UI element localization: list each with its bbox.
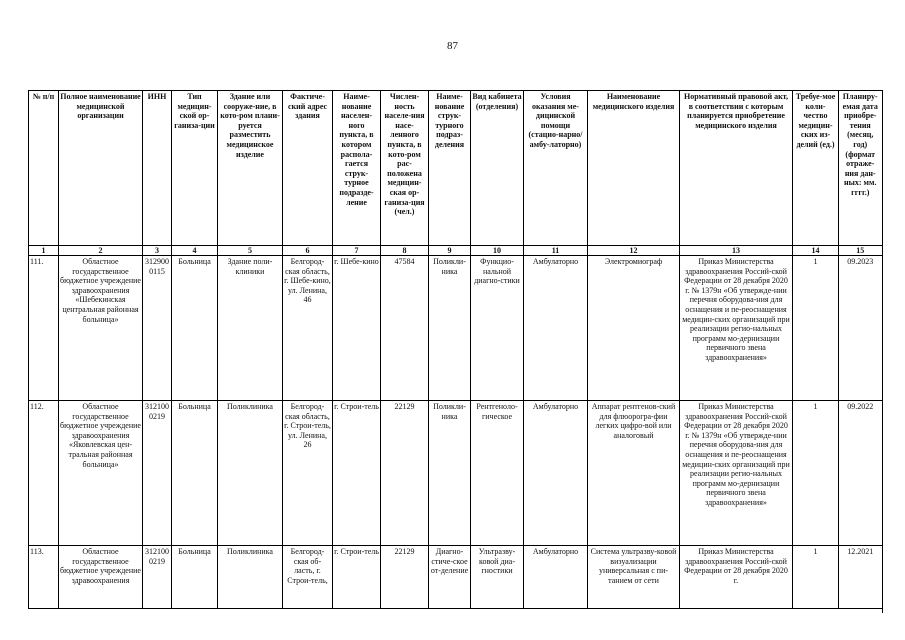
- building-cell: Здание поли-клиники: [218, 256, 283, 401]
- conditions-cell: Амбулаторно: [524, 256, 588, 401]
- population-cell: 47584: [381, 256, 429, 401]
- subdivision-cell: Поликли-ника: [429, 256, 471, 401]
- subdivision-cell: Диагно-стиче-ское от-деление: [429, 546, 471, 609]
- inn-cell: 3121000219: [143, 546, 172, 609]
- column-number-row: [29, 246, 882, 256]
- table-row: [29, 256, 882, 401]
- legal-act-cell: Приказ Министерства здравоохранения Россий-ской Федерации от 28 декабря 2020 г. № 1379н «Об утвержде-нии перечня оборудова-ния для оснащения и пе-реоснащения медицин-ских организаций при реализации регио-нальных программ мо-дернизации первичного звена здравоохранения»: [680, 256, 793, 401]
- address-cell: Белгород-ская область, г. Шебе-кино, ул. Ленина, 46: [283, 256, 333, 401]
- address-cell: Белгород-ская область, г. Строи-тель, ул. Ленина, 26: [283, 401, 333, 546]
- table-row: [29, 401, 882, 546]
- row-number: 113.: [29, 546, 59, 609]
- organization-type: Больница: [172, 256, 218, 401]
- column-number: 9: [429, 246, 471, 256]
- header-cell: Фактиче-ский адрес здания: [283, 91, 333, 246]
- column-number: 3: [143, 246, 172, 256]
- table-row: [29, 546, 882, 609]
- header-cell: № п/п: [29, 91, 59, 246]
- organization-name: Областное государственное бюджетное учреждение здравоохранения «Яковлевская цен-тральная районная больница»: [59, 401, 143, 546]
- legal-act-cell: Приказ Министерства здравоохранения Россий-ской Федерации от 28 декабря 2020 г.: [680, 546, 793, 609]
- column-number: 4: [172, 246, 218, 256]
- date-cell: 09.2023: [839, 256, 882, 401]
- conditions-cell: Амбулаторно: [524, 546, 588, 609]
- inn-cell: 3129000115: [143, 256, 172, 401]
- organization-name: Областное государственное бюджетное учреждение здравоохранения: [59, 546, 143, 609]
- column-number: 15: [839, 246, 882, 256]
- population-cell: 22129: [381, 401, 429, 546]
- header-row: [29, 91, 882, 246]
- locality-cell: г. Шебе-кино: [333, 256, 381, 401]
- equipment-table-wrapper: [28, 90, 883, 613]
- quantity-cell: 1: [793, 546, 839, 609]
- header-cell: Вид кабинета (отделения): [471, 91, 524, 246]
- header-cell: Наиме-нование струк-турного подраз-деления: [429, 91, 471, 246]
- quantity-cell: 1: [793, 401, 839, 546]
- page-number: 87: [447, 40, 458, 52]
- subdivision-cell: Поликли-ника: [429, 401, 471, 546]
- cabinet-cell: Рентгеноло-гическое: [471, 401, 524, 546]
- header-cell: Тип медицин-ской ор-ганиза-ции: [172, 91, 218, 246]
- date-cell: 09.2022: [839, 401, 882, 546]
- column-number: 7: [333, 246, 381, 256]
- organization-type: Больница: [172, 546, 218, 609]
- column-number: 10: [471, 246, 524, 256]
- header-cell: Условия оказания ме-дицинской помощи (стацио-нарно/амбу-латорно): [524, 91, 588, 246]
- header-cell: Полное наименование медицинской организации: [59, 91, 143, 246]
- column-number: 14: [793, 246, 839, 256]
- header-cell: Требуе-мое коли-чество медицин-ских из-делий (ед.): [793, 91, 839, 246]
- column-number: 6: [283, 246, 333, 256]
- row-number: 112.: [29, 401, 59, 546]
- header-cell: Наименование медицинского изделия: [588, 91, 680, 246]
- locality-cell: г. Строи-тель: [333, 546, 381, 609]
- quantity-cell: 1: [793, 256, 839, 401]
- header-cell: Планиру-емая дата приобре-тения (месяц, год) (формат отраже-ния дан-ных: мм. гггг.): [839, 91, 882, 246]
- header-cell: Нормативный правовой акт, в соответствии с которым планируется приобретение медицинского изделия: [680, 91, 793, 246]
- cabinet-cell: Функцио-нальной диагно-стики: [471, 256, 524, 401]
- row-number: 111.: [29, 256, 59, 401]
- inn-cell: 3121000219: [143, 401, 172, 546]
- column-number: 12: [588, 246, 680, 256]
- column-number: 1: [29, 246, 59, 256]
- column-number: 5: [218, 246, 283, 256]
- column-number: 2: [59, 246, 143, 256]
- column-number: 11: [524, 246, 588, 256]
- cabinet-cell: Ультразву-ковой диа-гностики: [471, 546, 524, 609]
- device-cell: Система ультразву-ковой визуализации универсальная с пи-танием от сети: [588, 546, 680, 609]
- header-cell: Здание или сооруже-ние, в кото-ром плани-руется разместить медицинское изделие: [218, 91, 283, 246]
- population-cell: 22129: [381, 546, 429, 609]
- conditions-cell: Амбулаторно: [524, 401, 588, 546]
- column-number: 8: [381, 246, 429, 256]
- equipment-table: [28, 91, 882, 609]
- header-cell: Наиме-нование населен-ного пункта, в котором распола-гается струк-турное подразде-ление: [333, 91, 381, 246]
- building-cell: Поликлиника: [218, 546, 283, 609]
- date-cell: 12.2021: [839, 546, 882, 609]
- organization-type: Больница: [172, 401, 218, 546]
- device-cell: Аппарат рентгенов-ский для флюорогра-фии легких цифро-вой или аналоговый: [588, 401, 680, 546]
- building-cell: Поликлиника: [218, 401, 283, 546]
- address-cell: Белгород-ская об-ласть, г. Строи-тель,: [283, 546, 333, 609]
- locality-cell: г. Строи-тель: [333, 401, 381, 546]
- legal-act-cell: Приказ Министерства здравоохранения Россий-ской Федерации от 28 декабря 2020 г. № 1379н «Об утвержде-нии перечня оборудова-ния для оснащения и пе-реоснащения медицин-ских организаций при реализации регио-нальных программ мо-дернизации первичного звена здравоохранения»: [680, 401, 793, 546]
- header-cell: Числен-ность населе-ния насе-ленного пункта, в кото-ром рас-положена медицин-ская ор-ганиза-ция (чел.): [381, 91, 429, 246]
- header-cell: ИНН: [143, 91, 172, 246]
- device-cell: Электромиограф: [588, 256, 680, 401]
- column-number: 13: [680, 246, 793, 256]
- organization-name: Областное государственное бюджетное учреждение здравоохранения «Шебекинская центральная районная больница»: [59, 256, 143, 401]
